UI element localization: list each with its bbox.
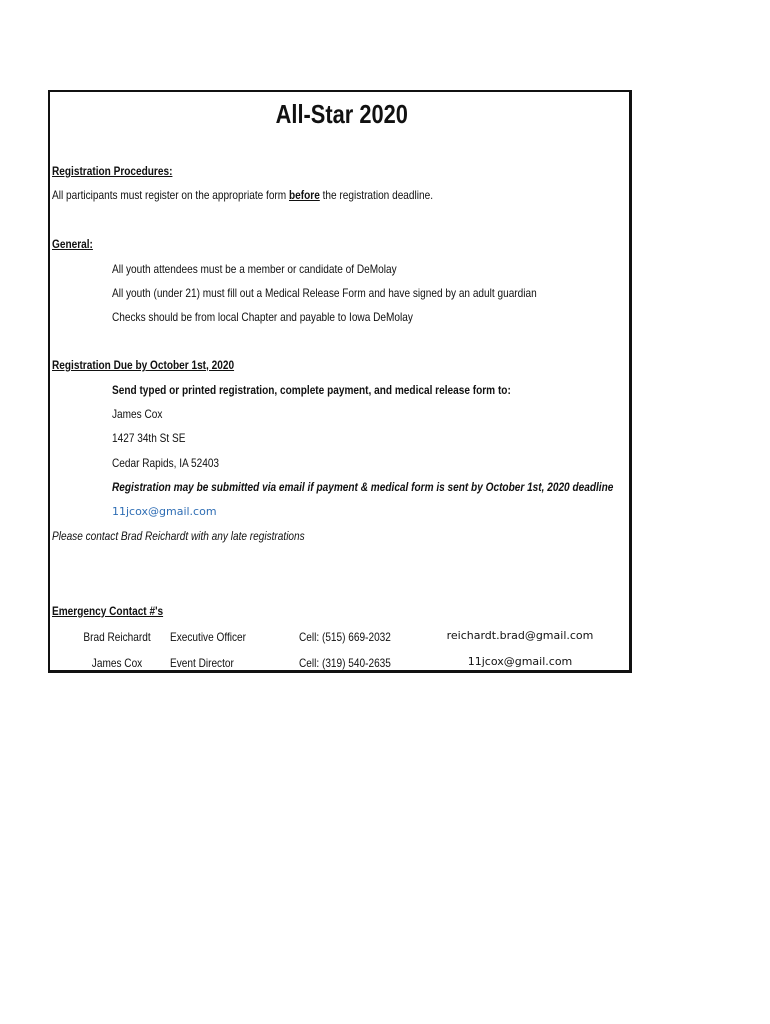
- contact-name: Brad Reichardt: [83, 630, 151, 644]
- late-registration-note: Please contact Brad Reichardt with any late registrations: [52, 529, 305, 543]
- mailing-instruction: Send typed or printed registration, complete payment, and medical release form to:: [112, 383, 511, 397]
- registration-procedures-text: All participants must register on the appropriate form before the registration deadline.: [52, 188, 434, 202]
- registration-procedures-heading: Registration Procedures:: [52, 164, 173, 178]
- address-city: Cedar Rapids, IA 52403: [112, 456, 220, 470]
- emergency-contacts-heading: Emergency Contact #'s: [52, 604, 164, 618]
- registration-sheet: [48, 90, 632, 673]
- general-item: All youth (under 21) must fill out a Medical Release Form and have signed by an adult guardian: [112, 286, 537, 300]
- address-street: 1427 34th St SE: [112, 431, 186, 445]
- contact-phone: Cell: (319) 540-2635: [299, 656, 391, 670]
- general-heading: General:: [52, 237, 93, 251]
- address-name: James Cox: [112, 407, 163, 421]
- contact-email[interactable]: reichardt.brad@gmail.com: [446, 629, 594, 642]
- contact-email[interactable]: 11jcox@gmail.com: [467, 655, 573, 668]
- contact-name: James Cox: [91, 656, 143, 670]
- registration-due-heading: Registration Due by October 1st, 2020: [52, 358, 235, 372]
- before-emphasis: before: [288, 188, 320, 202]
- general-item: Checks should be from local Chapter and payable to Iowa DeMolay: [112, 310, 413, 324]
- contact-role: Event Director: [170, 656, 234, 670]
- registration-email-link[interactable]: 11jcox@gmail.com: [112, 505, 217, 518]
- email-submission-note: Registration may be submitted via email if payment & medical form is sent by October 1st, 2020 deadline: [112, 480, 614, 494]
- contact-phone: Cell: (515) 669-2032: [299, 630, 391, 644]
- page-title: All-Star 2020: [275, 99, 409, 129]
- contact-role: Executive Officer: [170, 630, 247, 644]
- general-item: All youth attendees must be a member or candidate of DeMolay: [112, 262, 397, 276]
